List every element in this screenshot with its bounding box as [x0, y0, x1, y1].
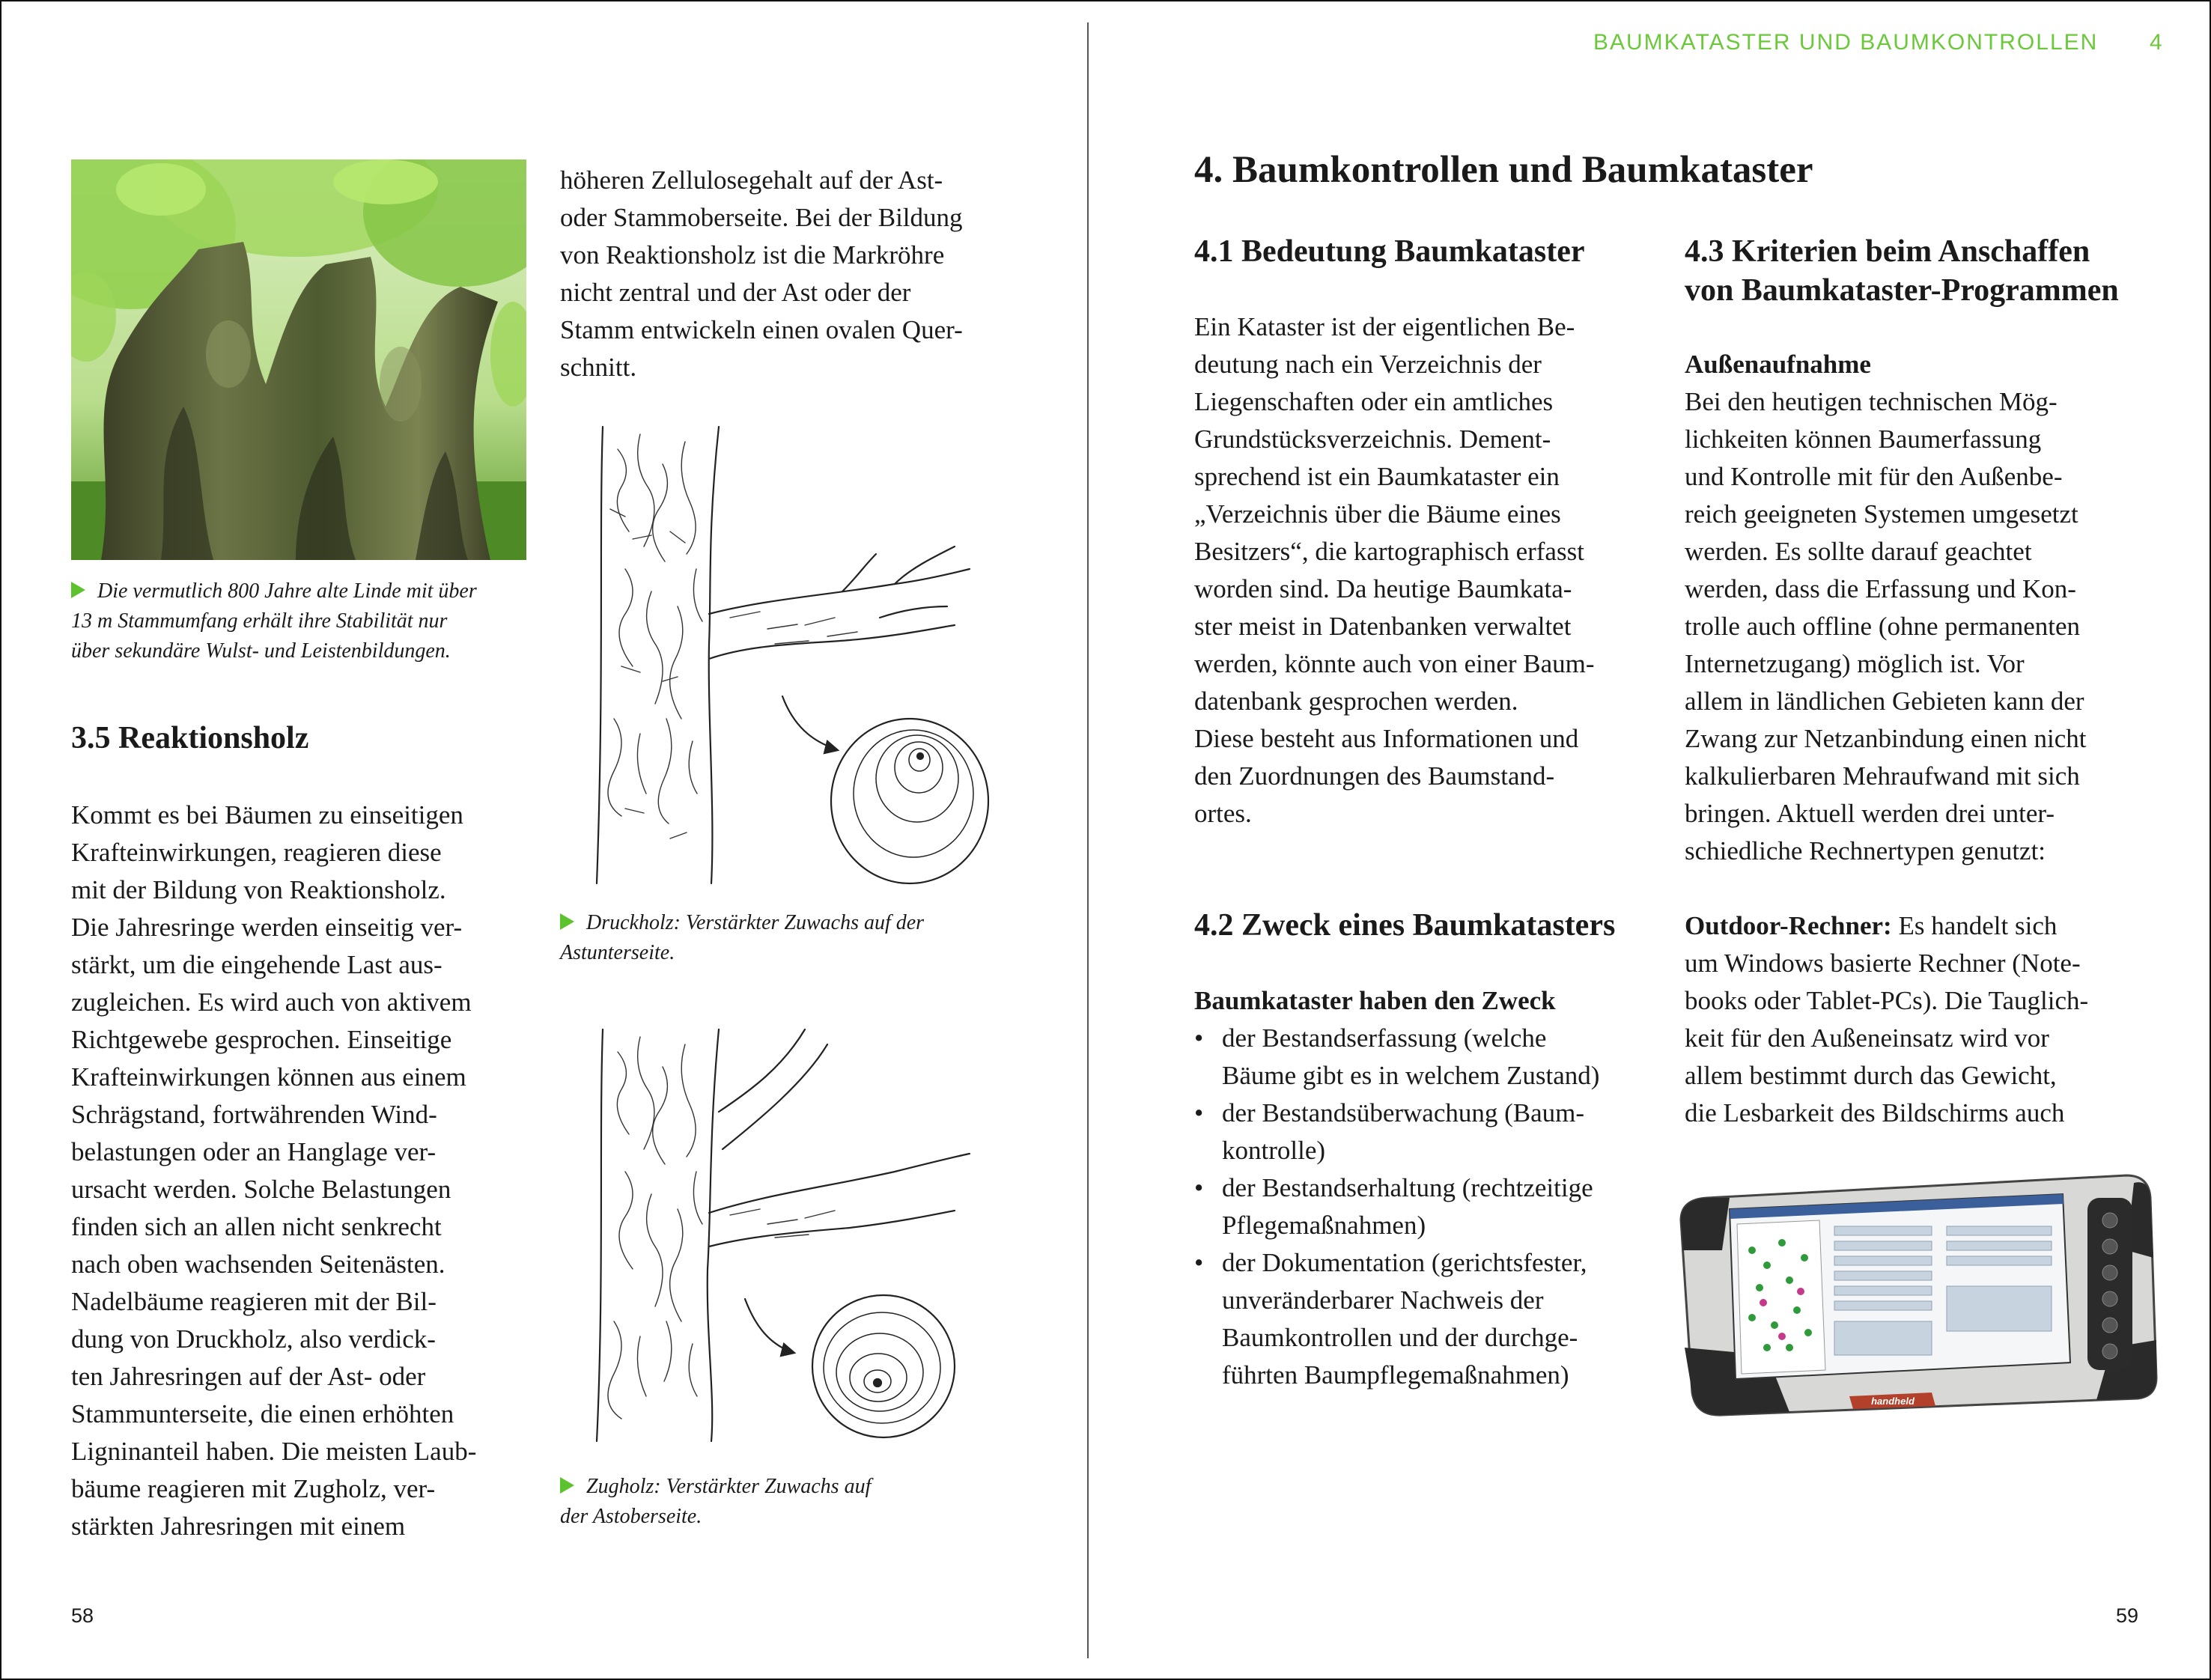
section-subtitle-4-3: Außenaufnahme [1685, 350, 1871, 379]
book-spine [1087, 22, 1089, 1658]
rugged-tablet-photo [1677, 1168, 2164, 1419]
outdoor-label: Outdoor-Rechner: [1685, 911, 1892, 940]
section-text-3-5: Kommt es bei Bäumen zu einseitigen Krafteinwirkungen, reagieren diese mit der Bildung von Reaktionsholz. Die Jahresringe werden einseitig ver- stärkt, um die eingehende Last aus- zugleichen. Es wird auch von aktivem Richtgewebe gesprochen. Einseitige Krafteinwirkungen können aus einem Schrägstand, fortwährenden Wind- belastungen oder an Hanglage ver- ursacht werden. Solche Belastungen finden sich an allen nicht senkrecht nach oben wachsenden Seitenästen. Nadelbäume reagieren mit der Bil- dung von Druckholz, also verdick- ten Jahresringen auf der Ast- oder Stammunterseite, die einen erhöhten Ligninanteil haben. Die meisten Laub- bäume reagieren mit Zugholz, ver- stärkten Jahresringen mit einem [71, 800, 477, 1541]
list-item: • der Dokumentation (gerichtsfester, unveränderbarer Nachweis der Baumkontrollen und der durchge- führten Baumpflegemaßnahmen) [1194, 1244, 1688, 1394]
linden-tree-photo [71, 159, 526, 560]
section-text-4-3: Bei den heutigen technischen Mög- lichkeiten können Baumerfassung und Kontrolle mit für den Außenbe- reich geeigneten Systemen umgesetzt werden. Es sollte darauf geachtet werden, dass die Erfassung und Kon- trolle auch offline (ohne permanenten Internetzugang) möglich ist. Vor allem in ländlichen Gebieten kann der Zwang zur Netzanbindung einen nicht kalkulierbaren Mehraufwand mit sich bringen. Aktuell werden drei unter- schiedliche Rechnertypen genutzt: [1685, 387, 2087, 865]
section-title-4-2: 4.2 Zweck eines Baumkatasters [1194, 908, 1616, 943]
page-number-right: 59 [2116, 1604, 2139, 1627]
caption-marker-icon [71, 582, 85, 598]
section-text-4-1: Ein Kataster ist der eigentlichen Be- deutung nach ein Verzeichnis der Liegenschaften oder ein amtliches Grundstücksverzeichnis. Dement- sprechend ist ein Baumkataster ein „Verzeichnis über die Bäume eines Besitzers“, die kartographisch erfasst worden sind. Da heutige Baumkata- ster meist in Datenbanken verwaltet werden, könnte auch von einer Baum- datenbank gesprochen werden. Diese besteht aus Informationen und den Zuordnungen des Baumstand- ortes. [1194, 312, 1595, 828]
section-title-4-1: 4.1 Bedeutung Baumkataster [1194, 234, 1585, 269]
druckholz-caption: Druckholz: Verstärkter Zuwachs auf der Astunterseite. [560, 911, 925, 964]
outdoor-rechner-text: Outdoor-Rechner: Es handelt sich um Windows basierte Rechner (Note- books oder Tablet-PCs). Die Tauglich- keit für den Außeneinsatz wird vor allem bestimmt durch das Gewicht, die Lesbarkeit des Bildschirms auch [1685, 911, 2089, 1127]
chapter-title: 4. Baumkontrollen und Baumkataster [1194, 149, 1813, 191]
tablet-brand-label: handheld [1871, 1396, 1915, 1407]
page-number-left: 58 [71, 1604, 94, 1627]
running-header [1593, 30, 2164, 55]
caption-marker-icon [560, 913, 574, 930]
druckholz-sketch [580, 419, 1000, 891]
list-item: • der Bestandsüberwachung (Baum- kontrolle) [1194, 1095, 1688, 1169]
list-item: • der Bestandserfassung (welche Bäume gibt es in welchem Zustand) [1194, 1020, 1688, 1095]
section-title-3-5: 3.5 Reaktionsholz [71, 721, 309, 755]
section-title-4-3: 4.3 Kriterien beim Anschaffen von Baumkataster-Programmen [1685, 234, 2119, 308]
chapter-number: 4 [2150, 30, 2164, 55]
running-title: BAUMKATASTER UND BAUMKONTROLLEN [1593, 30, 2099, 55]
list-item: • der Bestandserhaltung (rechtzeitige Pflegemaßnahmen) [1194, 1169, 1688, 1244]
column2-text: höheren Zellulosegehalt auf der Ast- oder Stammoberseite. Bei der Bildung von Reaktionsholz ist die Markröhre nicht zentral und der Ast oder der Stamm entwickeln einen ovalen Quer- schnitt. [560, 165, 963, 382]
purpose-list [1194, 1020, 1688, 1394]
zugholz-caption: Zugholz: Verstärkter Zuwachs auf der Astoberseite. [560, 1475, 872, 1528]
section-subtitle-4-2: Baumkataster haben den Zweck [1194, 986, 1556, 1015]
caption-marker-icon [560, 1477, 574, 1494]
photo-caption: Die vermutlich 800 Jahre alte Linde mit über 13 m Stammumfang erhält ihre Stabilität nur über sekundäre Wulst- und Leistenbildungen. [71, 579, 477, 663]
zugholz-sketch [580, 1022, 1000, 1449]
